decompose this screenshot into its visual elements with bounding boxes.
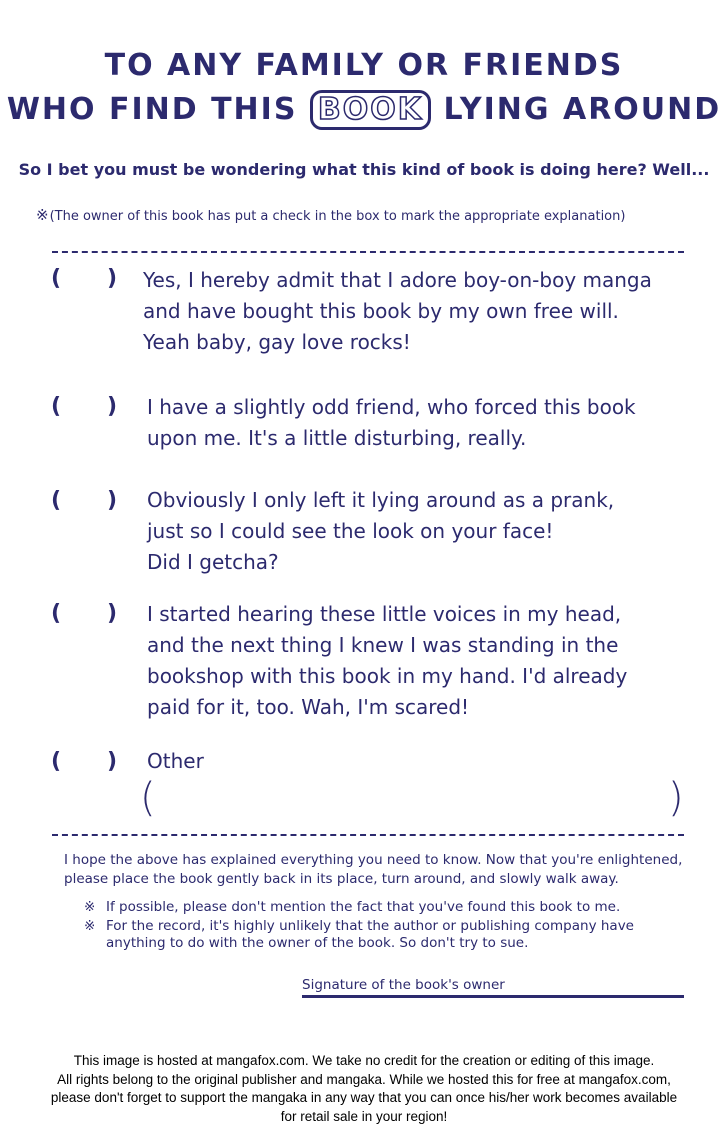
- checkbox-3-open[interactable]: (: [51, 488, 62, 513]
- option-4-line-3: bookshop with this book in my hand. I'd already: [147, 664, 628, 688]
- option-4-line-1: I started hearing these little voices in my head,: [147, 602, 622, 626]
- closing-line-1: I hope the above has explained everything you need to know. Now that you're enlightened,: [64, 852, 683, 868]
- option-1-line-3: Yeah baby, gay love rocks!: [143, 330, 411, 354]
- hosting-disclaimer: [0, 1052, 728, 1126]
- option-1-line-1: Yes, I hereby admit that I adore boy-on-boy manga: [143, 268, 652, 292]
- bottom-dashed-divider: [52, 834, 684, 836]
- option-2-line-1: I have a slightly odd friend, who forced this book: [147, 395, 636, 419]
- option-3-text: [147, 485, 614, 578]
- other-input[interactable]: [162, 788, 662, 818]
- other-field-close: ): [668, 775, 684, 821]
- checkbox-2-close[interactable]: ): [107, 394, 118, 419]
- checkbox-3-close[interactable]: ): [107, 488, 118, 513]
- option-2-text: [147, 392, 636, 454]
- disclaimer-line-2: All rights belong to the original publisher and mangaka. While we hosted this for free at mangafox.com,: [57, 1071, 671, 1087]
- checkbox-1-close[interactable]: ): [107, 266, 118, 291]
- option-4-line-4: paid for it, too. Wah, I'm scared!: [147, 695, 470, 719]
- reference-mark-icon: ※: [36, 206, 49, 224]
- option-5-text: [147, 746, 204, 777]
- note-item-2-line-2: anything to do with the owner of the book. So don't try to sue.: [106, 935, 529, 951]
- intro-text: So I bet you must be wondering what this kind of book is doing here? Well...: [18, 160, 710, 179]
- checkbox-4-close[interactable]: ): [107, 601, 118, 626]
- checkbox-4-open[interactable]: (: [51, 601, 62, 626]
- option-5-line-1: Other: [147, 749, 204, 773]
- note-item-1-line-1: If possible, please don't mention the fact that you've found this book to me.: [106, 899, 621, 915]
- closing-text: [64, 851, 682, 889]
- option-1-line-2: and have bought this book by my own free will.: [143, 299, 619, 323]
- title-line-2: [0, 90, 728, 130]
- checkbox-5-open[interactable]: (: [51, 749, 62, 774]
- option-3-line-3: Did I getcha?: [147, 550, 279, 574]
- disclaimer-line-4: for retail sale in your region!: [280, 1108, 448, 1124]
- checkbox-2-open[interactable]: (: [51, 394, 62, 419]
- option-1-text: [143, 265, 652, 358]
- option-4-line-2: and the next thing I knew I was standing in the: [147, 633, 619, 657]
- title-book-box: BOOK: [310, 90, 431, 130]
- checkbox-5-close[interactable]: ): [107, 749, 118, 774]
- checkbox-1-open[interactable]: (: [51, 266, 62, 291]
- closing-line-2: please place the book gently back in its place, turn around, and slowly walk away.: [64, 871, 619, 887]
- other-field-open: (: [140, 775, 156, 821]
- instruction-note-text: (The owner of this book has put a check in the box to mark the appropriate explanation): [49, 209, 626, 224]
- note-item-2: [84, 918, 634, 952]
- signature-label: Signature of the book's owner: [302, 977, 505, 993]
- reference-mark-icon: ※: [84, 899, 96, 915]
- title-line-1: TO ANY FAMILY OR FRIENDS: [104, 48, 624, 83]
- disclaimer-line-1: This image is hosted at mangafox.com. We take no credit for the creation or editing of this image.: [73, 1053, 655, 1068]
- option-3-line-2: just so I could see the look on your face!: [147, 519, 554, 543]
- note-item-1: [84, 899, 634, 916]
- top-dashed-divider: [52, 251, 684, 253]
- title-line-2-end: LYING AROUND: [443, 92, 722, 127]
- note-item-2-line-1: For the record, it's highly unlikely that the author or publishing company have: [106, 918, 634, 934]
- reference-mark-icon: ※: [84, 918, 96, 934]
- option-2-line-2: upon me. It's a little disturbing, really.: [147, 426, 527, 450]
- option-3-line-1: Obviously I only left it lying around as a prank,: [147, 488, 615, 512]
- instruction-note: [36, 206, 625, 224]
- signature-line[interactable]: [302, 995, 684, 998]
- title-line-2-start: WHO FIND THIS: [6, 92, 298, 127]
- disclaimer-line-3: please don't forget to support the mangaka in any way that you can once his/her work becomes available: [50, 1090, 678, 1105]
- notes-list: [84, 899, 634, 952]
- option-4-text: [147, 599, 627, 723]
